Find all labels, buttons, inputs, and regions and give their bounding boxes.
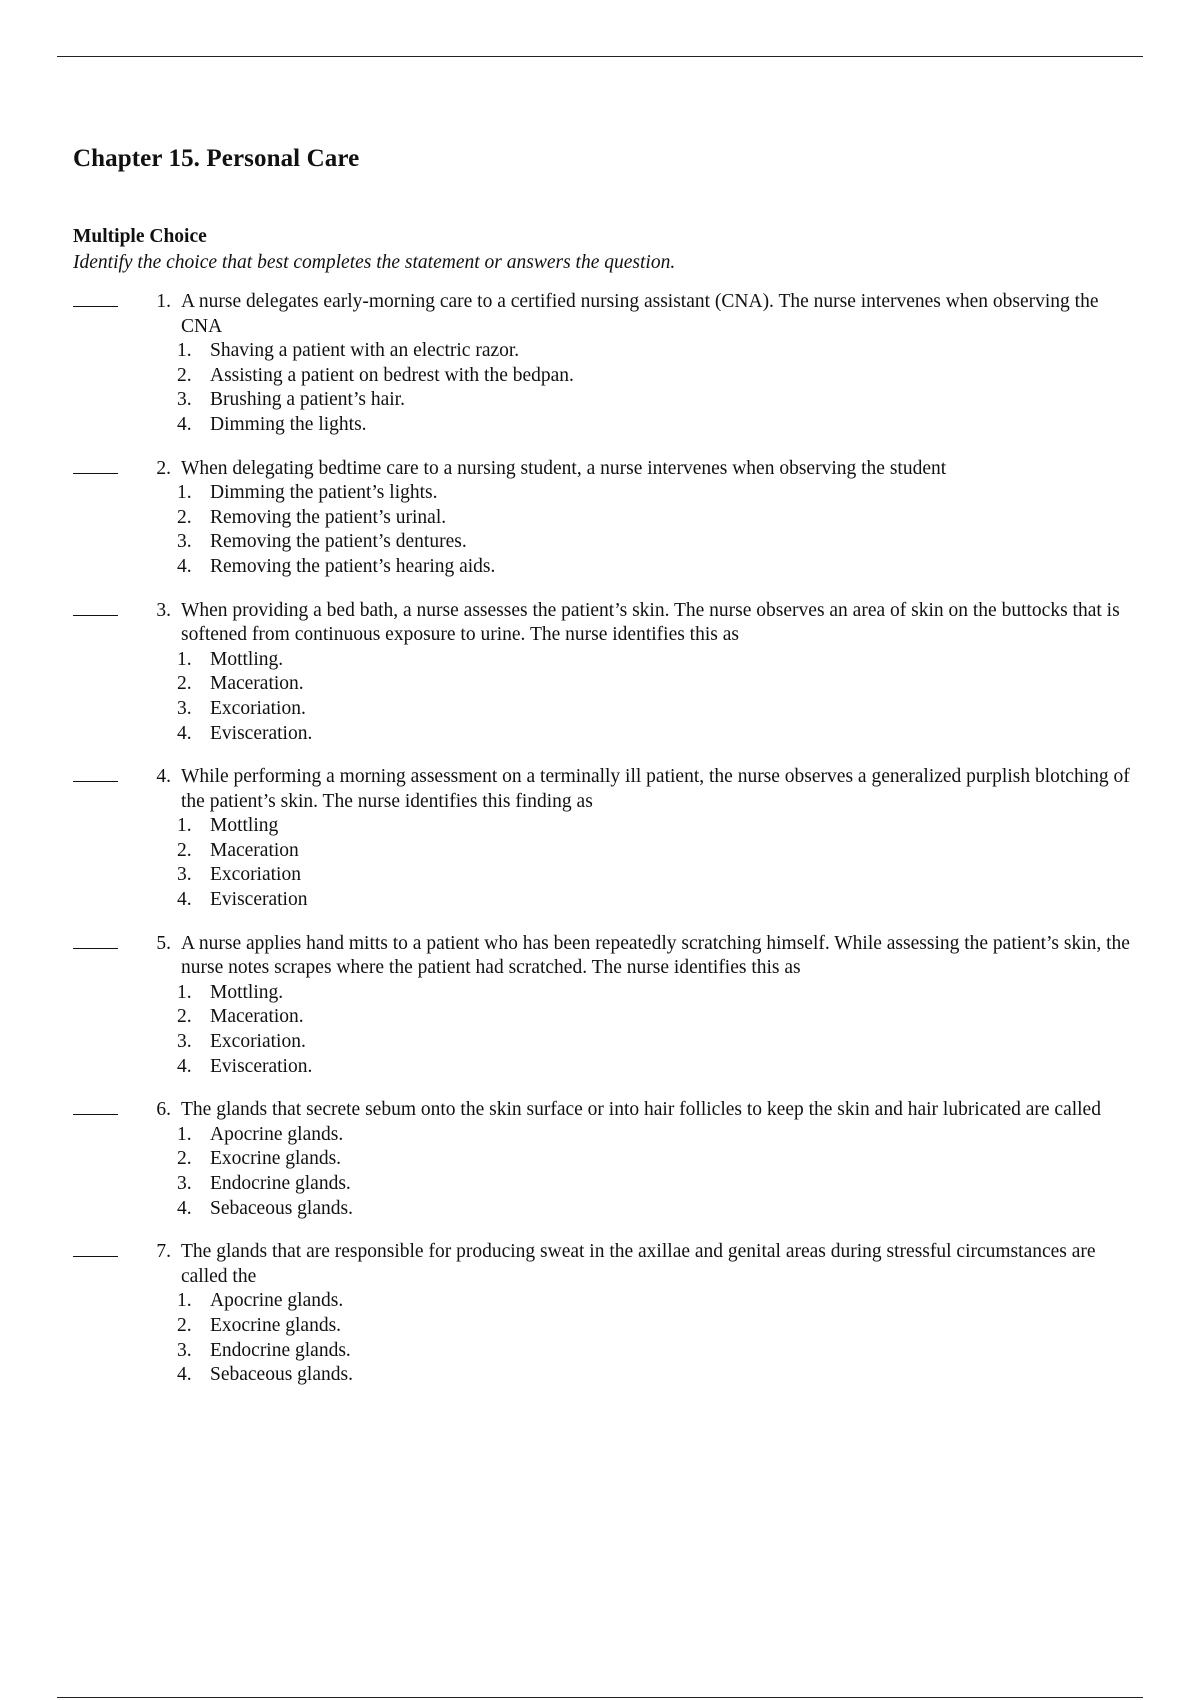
answer-option: [177, 1123, 1163, 1148]
option-number: 1.: [177, 981, 192, 1003]
question-text: When delegating bedtime care to a nursing student, a nurse intervenes when observing the student: [181, 457, 947, 479]
option-number: 1.: [177, 815, 192, 837]
option-text: Evisceration: [210, 889, 308, 911]
option-text: Mottling: [210, 815, 279, 837]
option-text: Dimming the patient’s lights.: [210, 482, 438, 504]
option-text: Endocrine glands.: [210, 1173, 351, 1194]
answer-option: [177, 863, 1163, 888]
option-list: [177, 481, 1163, 579]
question: [73, 290, 1163, 438]
question: [73, 599, 1163, 747]
answer-option: [177, 1147, 1163, 1172]
answer-option: [177, 839, 1163, 864]
question: [73, 765, 1163, 913]
answer-option: [177, 722, 1163, 747]
option-number: 1.: [177, 648, 192, 670]
option-text: Removing the patient’s hearing aids.: [210, 555, 496, 577]
answer-option: [177, 506, 1163, 531]
answer-blank: [73, 615, 118, 616]
answer-option: [177, 1055, 1163, 1080]
answer-option: [177, 697, 1163, 722]
option-list: [177, 814, 1163, 912]
option-text: Removing the patient’s urinal.: [210, 506, 447, 528]
option-number: 2.: [177, 364, 192, 386]
answer-blank: [73, 781, 118, 782]
option-text: Exocrine glands.: [210, 1148, 342, 1170]
question-text: The glands that secrete sebum onto the skin surface or into hair follicles to keep the skin and hair lubricated are called: [181, 1099, 1101, 1121]
option-text: Exocrine glands.: [210, 1314, 342, 1336]
answer-option: [177, 1314, 1163, 1339]
question-number: 2.: [156, 457, 171, 479]
answer-option: [177, 1197, 1163, 1222]
option-text: Mottling.: [210, 981, 284, 1003]
answer-option: [177, 413, 1163, 438]
option-number: 4.: [177, 1364, 192, 1386]
answer-option: [177, 672, 1163, 697]
option-text: Sebaceous glands.: [210, 1197, 353, 1219]
answer-option: [177, 888, 1163, 913]
option-text: Apocrine glands.: [210, 1290, 344, 1312]
answer-option: [177, 1289, 1163, 1314]
footer-rule: [57, 1697, 1143, 1698]
answer-option: [177, 481, 1163, 506]
option-text: Apocrine glands.: [210, 1123, 344, 1145]
question-text: When providing a bed bath, a nurse assesses the patient’s skin. The nurse observes an area of skin on the buttocks that is softened from continuous exposure to urine. The nurse identifies this as: [181, 599, 1120, 646]
question: [73, 457, 1163, 580]
question: [73, 932, 1163, 1080]
option-number: 3.: [177, 697, 192, 719]
option-text: Endocrine glands.: [210, 1339, 351, 1361]
header-rule: [57, 56, 1143, 57]
question: [73, 1240, 1163, 1388]
option-text: Sebaceous glands.: [210, 1364, 353, 1386]
option-number: 1.: [177, 482, 192, 504]
option-text: Excoriation.: [210, 697, 306, 719]
option-list: [177, 1289, 1163, 1387]
answer-blank: [73, 1256, 118, 1257]
option-text: Removing the patient’s dentures.: [210, 531, 467, 553]
chapter-title: Chapter 15. Personal Care: [73, 145, 360, 172]
option-number: 4.: [177, 1055, 192, 1077]
question-number: 5.: [156, 932, 171, 954]
option-list: [177, 648, 1163, 746]
option-number: 4.: [177, 722, 192, 744]
option-text: Maceration.: [210, 673, 304, 695]
question-text: A nurse applies hand mitts to a patient who has been repeatedly scratching himself. While assessing the patient’s skin, the nurse notes scrapes where the patient had scratched. The nurse identifies this as: [181, 932, 1130, 979]
option-list: [177, 1123, 1163, 1221]
option-text: Maceration: [210, 839, 299, 861]
option-text: Dimming the lights.: [210, 413, 367, 435]
option-text: Maceration.: [210, 1006, 304, 1028]
option-number: 4.: [177, 889, 192, 911]
answer-blank: [73, 1114, 118, 1115]
question-number: 3.: [156, 599, 171, 621]
option-number: 3.: [177, 1173, 192, 1194]
option-number: 3.: [177, 389, 192, 411]
answer-option: [177, 364, 1163, 389]
question: [73, 1098, 1163, 1221]
question-text: A nurse delegates early-morning care to a certified nursing assistant (CNA). The nurse intervenes when observing the CNA: [181, 291, 1099, 337]
question-number: 7.: [156, 1241, 171, 1263]
option-number: 2.: [177, 1314, 192, 1336]
question-list: [73, 290, 1163, 1388]
option-text: Evisceration.: [210, 1055, 313, 1077]
option-text: Excoriation: [210, 864, 301, 886]
answer-option: [177, 981, 1163, 1006]
option-number: 2.: [177, 1148, 192, 1170]
option-text: Excoriation.: [210, 1031, 306, 1053]
option-list: [177, 981, 1163, 1079]
option-number: 1.: [177, 1123, 192, 1145]
question-number: 4.: [156, 766, 171, 788]
option-number: 2.: [177, 839, 192, 861]
option-number: 3.: [177, 1339, 192, 1361]
answer-blank: [73, 948, 118, 949]
option-number: 1.: [177, 340, 192, 362]
answer-option: [177, 1339, 1163, 1364]
option-number: 2.: [177, 506, 192, 528]
question-text: While performing a morning assessment on a terminally ill patient, the nurse observes a generalized purplish blotching of the patient’s skin. The nurse identifies this finding as: [181, 766, 1130, 812]
answer-option: [177, 339, 1163, 364]
answer-option: [177, 1363, 1163, 1388]
question-text: The glands that are responsible for producing sweat in the axillae and genital areas during stressful circumstances are called the: [181, 1241, 1096, 1287]
option-list: [177, 339, 1163, 437]
option-number: 3.: [177, 531, 192, 553]
section-instructions: Identify the choice that best completes the statement or answers the question.: [73, 252, 676, 273]
option-number: 2.: [177, 1006, 192, 1028]
option-text: Mottling.: [210, 648, 284, 670]
answer-option: [177, 1030, 1163, 1055]
option-text: Evisceration.: [210, 722, 313, 744]
document-page: [73, 142, 1163, 1407]
option-number: 4.: [177, 555, 192, 577]
option-number: 4.: [177, 413, 192, 435]
answer-blank: [73, 306, 118, 307]
answer-option: [177, 1172, 1163, 1197]
question-number: 6.: [156, 1099, 171, 1121]
option-number: 4.: [177, 1197, 192, 1219]
answer-option: [177, 388, 1163, 413]
option-text: Brushing a patient’s hair.: [210, 389, 405, 411]
option-number: 3.: [177, 864, 192, 886]
option-number: 2.: [177, 673, 192, 695]
option-number: 3.: [177, 1031, 192, 1053]
answer-option: [177, 555, 1163, 580]
option-text: Shaving a patient with an electric razor.: [210, 340, 520, 362]
answer-blank: [73, 473, 118, 474]
answer-option: [177, 530, 1163, 555]
answer-option: [177, 648, 1163, 673]
answer-option: [177, 814, 1163, 839]
answer-option: [177, 1005, 1163, 1030]
option-text: Assisting a patient on bedrest with the bedpan.: [210, 364, 574, 386]
option-number: 1.: [177, 1290, 192, 1312]
section-title: Multiple Choice: [73, 226, 207, 247]
question-number: 1.: [156, 291, 171, 312]
